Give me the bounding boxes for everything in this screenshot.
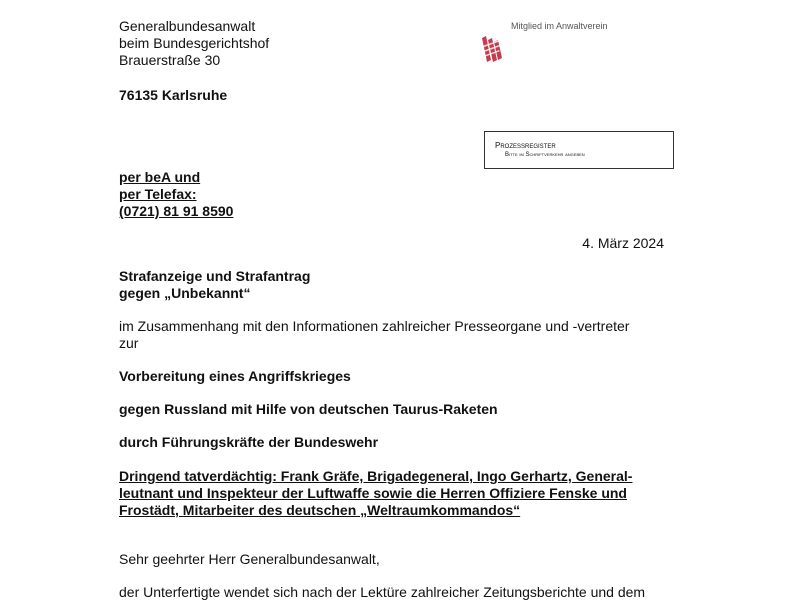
context-line-2: zur [119,335,139,351]
letter-date: 4. März 2024 [582,235,664,251]
anwaltverein-logo-icon [479,35,504,63]
delivery-line-fax-label: per Telefax: [119,186,197,202]
topic-preparation: Vorbereitung eines Angriffskrieges [119,368,351,384]
suspects-line-2: leutnant und Inspekteur der Luftwaffe sowie die Herren Offiziere Fenske und [119,485,627,501]
salutation: Sehr geehrter Herr Generalbundesanwalt, [119,551,380,567]
subject-line-charge: Strafanzeige und Strafantrag [119,268,311,284]
delivery-method [119,169,233,220]
topic-bundeswehr-leaders: durch Führungskräfte der Bundeswehr [119,434,379,450]
process-register-title: Prozessregister [495,141,556,150]
topic-russia-taurus: gegen Russland mit Hilfe von deutschen Taurus-Raketen [119,401,498,417]
recipient-line-street: Brauerstraße 30 [119,52,221,68]
context-line-1: im Zusammenhang mit den Informationen zahlreicher Presseorgane und -vertreter [119,318,630,334]
recipient-line-court: beim Bundesgerichtshof [119,35,270,51]
suspects-line-3: Frostädt, Mitarbeiter des deutschen „Weltraumkommandos“ [119,502,521,518]
context-paragraph [119,318,666,352]
process-register-box [484,131,674,169]
recipient-line-authority: Generalbundesanwalt [119,18,256,34]
subject-line-unknown: gegen „Unbekannt“ [119,285,251,301]
membership-text: Mitglied im Anwaltverein [511,21,608,31]
recipient-address [119,18,419,69]
letter-subject [119,268,310,302]
delivery-line-bea: per beA und [119,169,201,185]
suspects-line-1: Dringend tatverdächtig: Frank Gräfe, Brigadegeneral, Ingo Gerhartz, General- [119,468,633,484]
suspects-paragraph [119,468,666,519]
recipient-postal-city: 76135 Karlsruhe [119,87,228,103]
delivery-line-fax-number: (0721) 81 91 8590 [119,203,234,219]
body-text-start: der Unterfertigte wendet sich nach der Lektüre zahlreicher Zeitungsberichte und dem [119,584,646,600]
process-register-subtitle: Bitte im Schriftverkehr angeben [505,152,585,158]
